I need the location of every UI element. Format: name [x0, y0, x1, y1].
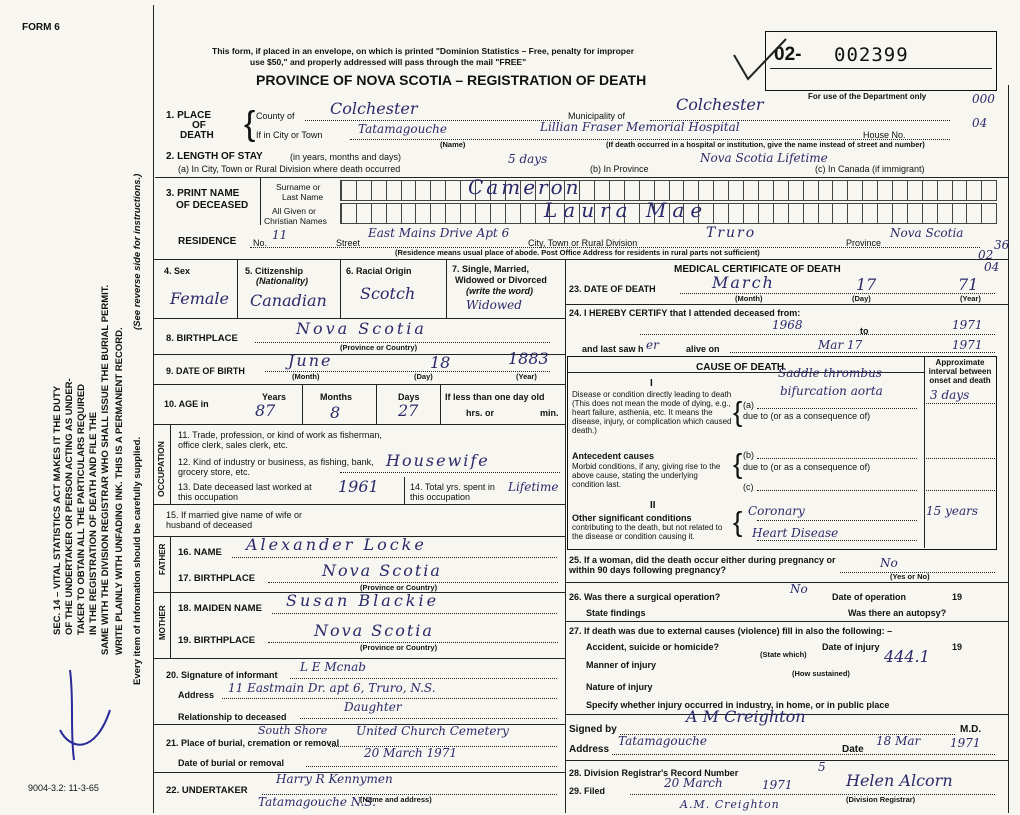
state-which-caption: (State which) — [760, 650, 807, 659]
length-of-stay-note: (in years, months and days) — [290, 152, 402, 162]
autopsy-label: Was there an autopsy? — [848, 608, 947, 618]
dept-code-1: 000 — [972, 92, 995, 106]
filed-year: 1971 — [762, 778, 793, 792]
dept-code-5: 04 — [984, 260, 1000, 274]
dod-day: 17 — [856, 275, 877, 294]
given-label-2: Christian Names — [264, 216, 327, 226]
attended-to-label: to — [860, 326, 869, 336]
birthplace-caption: (Province or Country) — [340, 343, 418, 352]
antecedent-title: Antecedent causes — [572, 451, 655, 461]
q26-value: No — [790, 582, 808, 596]
md-label: M.D. — [960, 724, 982, 735]
city-label: If in City or Town — [256, 130, 323, 140]
residence-city-label: City, Town or Rural Division — [528, 238, 638, 248]
maiden-name-label: 18. MAIDEN NAME — [178, 603, 262, 614]
age-years: 87 — [255, 401, 276, 420]
manner-code: 444.1 — [884, 647, 930, 666]
min-label: min. — [540, 408, 559, 418]
physician-date-label: Date — [842, 744, 864, 755]
burial-place-label: 21. Place of burial, cremation or removal — [166, 738, 340, 748]
occupation-side-label: OCCUPATION — [156, 441, 166, 497]
interval-title: Approximate interval between onset and death — [928, 358, 992, 385]
reg-number: 002399 — [834, 44, 909, 66]
mother-maiden-name: Susan Blackie — [286, 591, 440, 610]
date-of-injury-label: Date of injury — [822, 642, 880, 652]
manner-label: Manner of injury — [586, 660, 657, 670]
stay-province-label: (b) In Province — [590, 164, 649, 174]
q27-label: 27. If death was due to external causes (violence) fill in also the following: – — [569, 626, 893, 636]
birthplace-value: Nova Scotia — [296, 319, 427, 338]
dob-month: June — [288, 351, 333, 370]
mother-birthplace-caption: (Province or Country) — [360, 643, 438, 652]
q13-label: 13. Date deceased last worked at this occupation — [178, 482, 312, 502]
cause-a-line1: Saddle thrombus — [778, 366, 882, 380]
marital-label-3: (write the word) — [466, 286, 533, 296]
physician-signature: A M Creighton — [686, 707, 806, 726]
dob-year-caption: (Year) — [516, 372, 537, 381]
last-saw-h: er — [646, 338, 659, 352]
months-label: Months — [320, 392, 352, 402]
cause-title: CAUSE OF DEATH — [696, 362, 785, 373]
physician-address-label: Address — [569, 744, 610, 755]
alive-on-label: alive on — [686, 344, 720, 354]
informant-address-label: Address — [178, 690, 215, 700]
signed-by-label: Signed by — [569, 724, 617, 735]
last-saw-label: and last saw h — [582, 344, 644, 354]
q28-value: 5 — [818, 760, 826, 774]
informant-signature-label: 20. Signature of informant — [166, 670, 278, 680]
citizenship-note: (Nationality) — [256, 276, 309, 286]
residence-city: Truro — [706, 225, 757, 241]
undertaker-label: 22. UNDERTAKER — [166, 785, 248, 796]
citizenship-value: Canadian — [250, 291, 327, 310]
margin-text-4: IN THE REGISTRATION OF DEATH AND FILE THE — [88, 411, 99, 635]
form-number-label: FORM 6 — [22, 22, 60, 33]
q28-label: 28. Division Registrar's Record Number — [569, 768, 739, 778]
margin-text-2: OF THE UNDERTAKER OR PERSON ACTING AS UNDER- — [64, 378, 75, 635]
form-title: PROVINCE OF NOVA SCOTIA – REGISTRATION OF DEATH — [256, 72, 647, 88]
undertaker-name: Harry R Kennymen — [276, 772, 393, 786]
father-birthplace-label: 17. BIRTHPLACE — [178, 573, 256, 584]
birthplace-label: 8. BIRTHPLACE — [166, 333, 238, 344]
surname-label-2: Last Name — [282, 192, 324, 202]
accident-label: Accident, suicide or homicide? — [586, 642, 720, 652]
margin-text-6: WRITE PLAINLY WITH UNFADING INK. THIS IS A PERMANENT RECORD. — [114, 327, 125, 655]
nature-label: Nature of injury — [586, 682, 653, 692]
father-name-label: 16. NAME — [178, 547, 222, 558]
header-notice-1: This form, if placed in an envelope, on which is printed "Dominion Statistics – Free, penalty for improper — [212, 46, 635, 56]
mother-birthplace-label: 19. BIRTHPLACE — [178, 635, 256, 646]
margin-text-3: TAKER TO OBTAIN ALL THE PARTICULARS REQUIRED — [76, 383, 87, 635]
marital-label-1: 7. Single, Married, — [452, 264, 530, 274]
hrs-label: hrs. or — [466, 408, 495, 418]
residence-no: 11 — [272, 228, 288, 242]
age-label: 10. AGE in — [164, 399, 209, 409]
burial-place-pre: South Shore — [258, 724, 328, 737]
reg-prefix: 02- — [774, 44, 802, 65]
place-of-death-label2: OF — [192, 120, 206, 131]
interval-a: 3 days — [930, 388, 970, 402]
direct-cause-text: Disease or condition directly leading to death (This does not mean the mode of dying, e.g., heart failure, asthenia, etc. It means the disease, injury, or complication which caused death.) — [572, 390, 732, 435]
hospital-value: Lillian Fraser Memorial Hospital — [540, 120, 740, 134]
name-caption: (Name) — [440, 140, 466, 149]
age-days: 27 — [398, 401, 419, 420]
county-value: Colchester — [330, 99, 418, 118]
q29-label: 29. Filed — [569, 786, 606, 796]
residence-note: (Residence means usual place of abode. Post Office Address for residents in rural parts not sufficient) — [395, 248, 760, 257]
residence-province: Nova Scotia — [890, 226, 964, 240]
relationship-label: Relationship to deceased — [178, 712, 287, 722]
marital-label-2: Widowed or Divorced — [455, 275, 547, 285]
residence-label: RESIDENCE — [178, 236, 237, 247]
q25-value: No — [880, 556, 898, 570]
father-birthplace-caption: (Province or Country) — [360, 583, 438, 592]
stay-city-label: (a) In City, Town or Rural Division where death occurred — [178, 164, 401, 174]
q14-label: 14. Total yrs. spent in this occupation — [410, 482, 495, 502]
cause-c-label: (c) — [743, 482, 754, 492]
residence-street: East Mains Drive Apt 6 — [368, 226, 510, 240]
city-value: Tatamagouche — [358, 122, 447, 136]
q23-label: 23. DATE OF DEATH — [569, 284, 656, 294]
age-months: 8 — [330, 403, 341, 422]
deceased-name-label2: OF DECEASED — [176, 200, 249, 211]
hospital-note: (If death occurred in a hospital or institution, give the name instead of street and number) — [606, 140, 925, 149]
q12-value: Housewife — [386, 451, 490, 470]
q11-label: 11. Trade, profession, or kind of work as fisherman, office clerk, sales clerk, etc. — [178, 430, 382, 450]
dod-year: 71 — [958, 275, 979, 294]
death-registration-form: FORM 6 9004-3.2: 11-3-65 SEC. 14 – VITAL STATISTICS ACT MAKES IT THE DUTY OF THE UNDERTAKER OR PERSON ACTING AS UNDER- TAKER TO OBTAIN ALL THE PARTICULARS REQUIRED IN THE REGISTRATION OF DEATH AND FILE THE SAME WITH THE DIVISION REGISTRAR WHO SHALL ISSUE THE BURIAL PERMIT. WRITE PLAINLY WITH UNFADING INK. THIS IS A PERMANENT RECORD. Every item of information should be carefully supplied. (See reverse side for instructions.) This form, if placed in an envelope, on which is printed "Dominion Statistics – Free, penalty for improper use $50," and properly addressed will pass through the mail "FREE" PROVINCE OF NOVA SCOTIA – REGISTRATION OF DEATH 02- 002399 For use of the Department only 000 04 36 02 04 1. PLACE OF DEATH { County of Colchester Municipality of Colchester If in City or Town Tatamagouche Lillian Fraser Memorial Hospital House No. (Name) (If death occurred in a hospital or institution, give the name instead of street and number) 2. LENGTH OF STAY (in years, months and days) (a) In City, Town or Rural Division where death occurred 5 days (b) In Province Nova Scotia Lifetime (c) In Canada (if immigrant) 3. PRINT NAME OF DECEASED Surname or Last Name All Given or Christian Names Cameron Laura Mae RESIDENCE No. 11 Street East Mains Drive Apt 6 City, Town or Rural Division Truro Province Nova Scotia (Residence means usual place of abode. Post Office Address for residents in rural parts not sufficient) 4. Sex Female 5. Citizenship (Nationality) Canadian 6. Racial Origin Scotch 7. Single, Married, Widowed or Divorced (write the word) Widowed 8. BIRTHPLACE Nova Scotia (Province or Country) 9. DATE OF BIRTH June 18 1883 (Month) (Day) (Year) 10. AGE in Years 87 Months 8 Days 27 If less than one day old hrs. or min. OCCUPATION 11. Trade, profession, or kind of work as fisherman, office clerk, sales clerk, etc. 12. Kind of industry or business, as fishing, bank, grocery store, etc. Housewife 13. Date deceased last worked at this occupation 1961 14. Total yrs. spent in this occupation Lifetime 15. If married give name of wife or husband of deceased FATHER 16. NAME Alexander Locke 17. BIRTHPLACE Nova Scotia (Province or Country) MOTHER 18. MAIDEN NAME Susan Blackie 19. BIRTHPLACE Nova Scotia (Province or Country) 20. Signature of informant L E Mcnab Address 11 Eastmain Dr. apt 6, Truro, N.S. Relationship to deceased Daughter 21. Place of burial, cremation or removal South Shore United Church Cemetery Date of burial or removal 20 March 1971 22. UNDERTAKER Harry R Kennymen Tatamagouche N.S. (Name and address) MEDICAL CERTIFICATE OF DEATH 23. DATE OF DEATH March 17 71 (Month) (Day) (Year) 24. I HEREBY CERTIFY that I attended deceased from: 1968 to 1971 and last saw h er alive on Mar 17 1971 CAUSE OF DEATH Approximate interval between onset and death I Disease or condition directly leading to death (This does not mean the mode of dying, e.g., heart failure, asthenia, etc. It means the disease, injury, or complication which caused death.) { Saddle thrombus bifurcation aorta (a) due to (or as a consequence of) 3 days Antecedent causes Morbid conditions, if any, giving rise to the above cause, stating the underlying condition last. { (b) due to (or as a consequence of) (c) II Other significant conditions contributing to the death, but not related to the disease or condition causing it. { Coronary Heart Disease 15 years 25. If a woman, did the death occur either during pregnancy or within 90 days following pregnancy? No (Yes or No) 26. Was there a surgical operation? No Date of operation 19 State findings Was there an autopsy? 27. If death was due to external causes (violence) fill in also the following: – Accident, suicide or homicide? (State which) Date of injury 19 Manner of injury 444.1 (How sustained) Nature of injury Specify whether injury occurred in industry, in home, or in public place Signed by A M Creighton M.D. Address Tatamagouche Date 18 Mar 1971 28. Division Registrar's Record Number 5 29. Filed 20 March 1971 Helen Alcorn (Division Registrar) A.M. Creighton — [0, 0, 1020, 815]
place-of-death-label1: 1. PLACE — [166, 110, 212, 121]
injury-year-19: 19 — [952, 642, 963, 652]
informant-address: 11 Eastmain Dr. apt 6, Truro, N.S. — [228, 681, 436, 695]
margin-check-mark — [40, 660, 120, 770]
dob-day: 18 — [430, 353, 451, 372]
stay-city-value: 5 days — [508, 152, 548, 166]
margin-text-1: SEC. 14 – VITAL STATISTICS ACT MAKES IT THE DUTY — [52, 385, 63, 635]
due-to-2: due to (or as a consequence of) — [743, 462, 871, 472]
father-name: Alexander Locke — [246, 535, 427, 554]
attended-from: 1968 — [772, 318, 803, 332]
cause-a-label: (a) — [743, 400, 754, 410]
house-no-label: House No. — [863, 130, 906, 140]
burial-place: United Church Cemetery — [356, 724, 509, 738]
undertaker-caption: (Name and address) — [360, 795, 432, 804]
other-condition-2: Heart Disease — [752, 526, 839, 540]
stay-province-value: Nova Scotia Lifetime — [700, 151, 828, 165]
alive-on-year: 1971 — [952, 338, 983, 352]
operation-year-19: 19 — [952, 592, 963, 602]
municipality-value: Colchester — [676, 95, 764, 114]
yes-no-caption: (Yes or No) — [890, 572, 930, 581]
q24-label: 24. I HEREBY CERTIFY that I attended deceased from: — [569, 308, 801, 318]
creighton-printed: A.M. Creighton — [680, 798, 780, 811]
alive-on-date: Mar 17 — [818, 338, 863, 352]
dept-code-4: 02 — [978, 248, 994, 262]
cause-b-label: (b) — [743, 450, 754, 460]
header-notice-2: use $50," and properly addressed will pass through the mail "FREE" — [250, 57, 527, 67]
roman-2: II — [650, 500, 656, 511]
interval-other: 15 years — [926, 504, 979, 518]
division-registrar-signature: Helen Alcorn — [846, 771, 953, 790]
dept-code-2: 04 — [972, 116, 988, 130]
burial-date: 20 March 1971 — [364, 746, 458, 760]
years-label: Years — [262, 392, 287, 402]
other-conditions-title: Other significant conditions — [572, 513, 692, 523]
days-label: Days — [398, 392, 420, 402]
date-of-operation-label: Date of operation — [832, 592, 907, 602]
sex-value: Female — [170, 289, 229, 308]
dod-year-caption: (Year) — [960, 294, 981, 303]
dob-label: 9. DATE OF BIRTH — [166, 366, 245, 376]
burial-date-label: Date of burial or removal — [178, 758, 285, 768]
other-condition-1: Coronary — [748, 504, 805, 518]
relationship-value: Daughter — [344, 700, 402, 714]
q26-label: 26. Was there a surgical operation? — [569, 592, 721, 602]
surname-label-1: Surname or — [276, 182, 321, 192]
informant-signature: L E Mcnab — [300, 660, 366, 674]
father-side-label: FATHER — [158, 543, 167, 575]
residence-province-label: Province — [846, 238, 882, 248]
mother-side-label: MOTHER — [158, 605, 167, 640]
division-registrar-caption: (Division Registrar) — [846, 795, 916, 804]
surname-value: Cameron — [468, 175, 582, 199]
roman-1: I — [650, 378, 653, 389]
antecedent-text: Morbid conditions, if any, giving rise to the above cause, stating the underlying condition last. — [572, 462, 721, 489]
sex-label: 4. Sex — [164, 266, 191, 276]
due-to-1: due to (or as a consequence of) — [743, 411, 871, 421]
citizenship-label: 5. Citizenship — [245, 266, 304, 276]
residence-street-label: Street — [336, 238, 361, 248]
dod-month: March — [712, 273, 775, 292]
father-birthplace: Nova Scotia — [322, 561, 442, 580]
findings-label: State findings — [586, 608, 646, 618]
form-code: 9004-3.2: 11-3-65 — [28, 783, 99, 793]
less-than-day-label: If less than one day old — [445, 392, 545, 402]
physician-date-year: 1971 — [950, 736, 981, 750]
county-label: County of — [256, 111, 295, 121]
dod-day-caption: (Day) — [852, 294, 871, 303]
marital-value: Widowed — [466, 298, 522, 312]
how-sustained-caption: (How sustained) — [792, 669, 850, 678]
dod-month-caption: (Month) — [735, 294, 763, 303]
check-mark-icon — [730, 35, 790, 85]
physician-address: Tatamagouche — [618, 734, 707, 748]
length-of-stay-label: 2. LENGTH OF STAY — [166, 151, 263, 162]
physician-date: 18 Mar — [876, 734, 921, 748]
attended-to: 1971 — [952, 318, 983, 332]
margin-text-7: Every item of information should be carefully supplied. — [132, 436, 143, 685]
undertaker-address: Tatamagouche N.S. — [258, 795, 376, 809]
margin-text-instructions: (See reverse side for instructions.) — [132, 173, 143, 330]
dept-use-label: For use of the Department only — [808, 92, 927, 101]
municipality-label: Municipality of — [568, 111, 626, 121]
q14-value: Lifetime — [508, 480, 559, 494]
filed-date: 20 March — [664, 776, 723, 790]
other-conditions-text: contributing to the death, but not related to the disease or condition causing it. — [572, 523, 723, 541]
given-label-1: All Given or — [272, 206, 316, 216]
dob-year: 1883 — [508, 349, 549, 368]
stay-canada-label: (c) In Canada (if immigrant) — [815, 164, 925, 174]
place-of-death-label3: DEATH — [180, 130, 214, 141]
medical-certificate-title: MEDICAL CERTIFICATE OF DEATH — [674, 264, 841, 275]
q15-label: 15. If married give name of wife or husband of deceased — [166, 510, 303, 530]
dept-code-3: 36 — [994, 238, 1010, 252]
mother-birthplace: Nova Scotia — [314, 621, 434, 640]
given-names-value: Laura Mae — [544, 198, 709, 222]
dob-day-caption: (Day) — [414, 372, 433, 381]
q13-value: 1961 — [338, 477, 379, 496]
residence-no-label: No. — [253, 238, 268, 248]
deceased-name-label1: 3. PRINT NAME — [166, 188, 240, 199]
specify-label: Specify whether injury occurred in industry, in home, or in public place — [586, 700, 890, 710]
q25-label: 25. If a woman, did the death occur either during pregnancy or within 90 days following pregnancy? — [569, 555, 836, 575]
racial-value: Scotch — [360, 284, 416, 303]
dob-month-caption: (Month) — [292, 372, 320, 381]
cause-a-line2: bifurcation aorta — [780, 384, 883, 398]
racial-label: 6. Racial Origin — [346, 266, 412, 276]
q12-label: 12. Kind of industry or business, as fishing, bank, grocery store, etc. — [178, 457, 374, 477]
margin-text-5: SAME WITH THE DIVISION REGISTRAR WHO SHALL ISSUE THE BURIAL PERMIT. — [100, 284, 111, 655]
